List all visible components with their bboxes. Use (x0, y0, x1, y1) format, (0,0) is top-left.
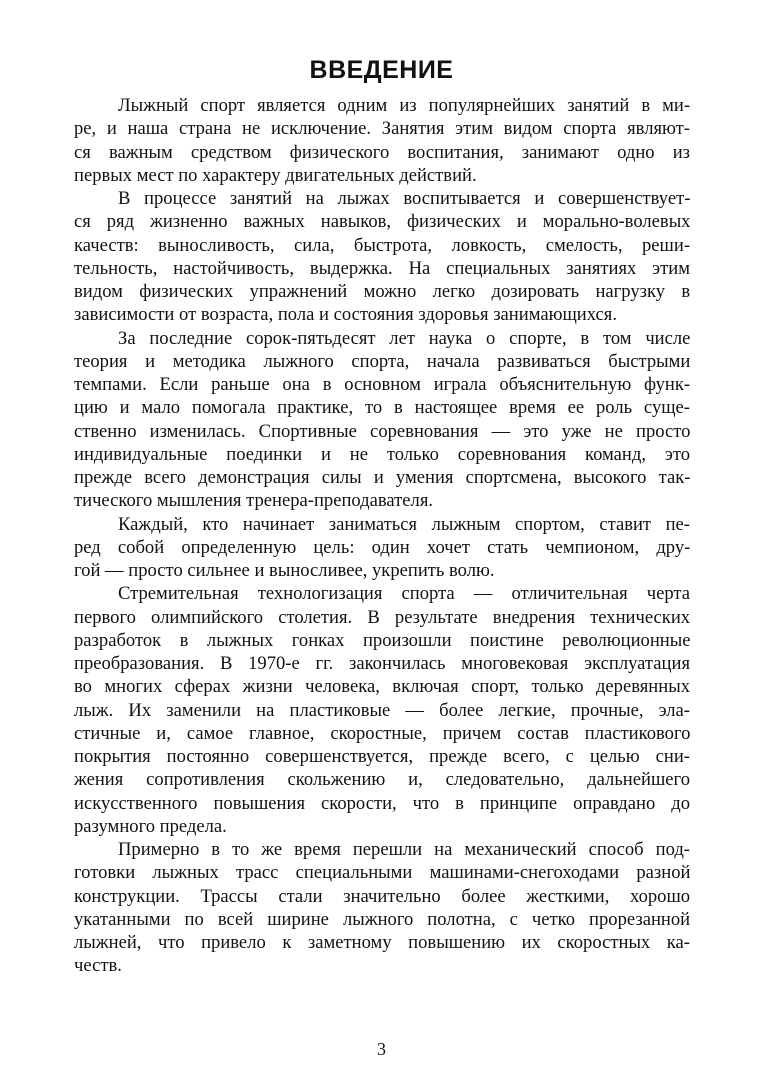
text-line: покрытия постоянно совершенствуется, прежде всего, с целью сни- (74, 746, 690, 767)
text-line: ред собой определенную цель: один хочет стать чемпионом, дру- (74, 536, 691, 558)
page-number: 3 (377, 1039, 386, 1059)
text-line: лыж. Их заменили на пластиковые — более легкие, прочные, эла- (74, 699, 690, 721)
paragraph (74, 94, 690, 187)
text-line: цию и мало помогала практике, то в настоящее время ее роль суще- (74, 397, 690, 419)
text-line: теория и методика лыжного спорта, начала развиваться быстрыми (74, 350, 691, 372)
text-line: разумного предела. (74, 815, 227, 837)
text-line: искусственного повышения скорости, что в принципе оправдано до (74, 792, 690, 814)
text-line: лыжней, что привело к заметному повышению их скоростных ка- (74, 932, 690, 953)
text-line: прежде всего демонстрация силы и умения спортсмена, высокого так- (74, 467, 691, 488)
chapter-title: ВВЕДЕНИЕ (309, 56, 454, 84)
text-line: тического мышления тренера-преподавателя. (74, 490, 434, 512)
text-line: ся важным средством физического воспитания, занимают одно из (74, 141, 690, 163)
text-line: преобразования. В 1970-е гг. закончилась многовековая эксплуатация (74, 653, 690, 674)
text-line: укатанными по всей ширине лыжного полотна, с четко прорезанной (74, 908, 691, 930)
text-line: Лыжный спорт является одним из популярнейших занятий в ми- (118, 95, 691, 116)
text-line: За последние сорок-пятьдесят лет наука о спорте, в том числе (118, 327, 691, 349)
body-text (74, 94, 690, 978)
text-line: качеств: выносливость, сила, быстрота, ловкость, смелость, реши- (74, 234, 691, 256)
text-line: разработок в лыжных гонках произошли поистине революционные (74, 629, 691, 651)
text-line: готовки лыжных трасс специальными машинами-снегоходами разной (74, 862, 691, 884)
text-line: индивидуальные поединки и не только соревнования команд, это (74, 443, 690, 465)
text-line: зависимости от возраста, пола и состояния здоровья занимающихся. (74, 304, 617, 326)
text-line: во многих сферах жизни человека, включая спорт, только деревянных (74, 676, 690, 698)
paragraph (74, 513, 690, 583)
text-line: первого олимпийского столетия. В результате внедрения технических (74, 606, 691, 628)
text-line: гой — просто сильнее и выносливее, укрепить волю. (74, 560, 495, 581)
paragraph (74, 187, 690, 327)
text-line: первых мест по характеру двигательных действий. (74, 164, 477, 186)
text-line: ся ряд жизненно важных навыков, физических и морально-волевых (74, 211, 691, 233)
text-line: тельность, настойчивость, выдержка. На специальных занятиях этим (74, 257, 690, 279)
paragraph (74, 327, 690, 513)
text-line: стичные и, самое главное, скоростные, причем состав пластикового (74, 722, 691, 744)
text-line: Каждый, кто начинает заниматься лыжным спортом, ставит пе- (118, 513, 690, 535)
text-line: конструкции. Трассы стали значительно более жесткими, хорошо (74, 885, 691, 907)
text-line: Стремительная технологизация спорта — отличительная черта (118, 583, 690, 605)
text-line: ственно изменилась. Спортивные соревнования — это уже не просто (74, 420, 691, 442)
text-line: Примерно в то же время перешли на механический способ под- (118, 839, 690, 860)
text-line: честв. (74, 955, 122, 977)
text-line: В процессе занятий на лыжах воспитывается и совершенствует- (118, 188, 691, 209)
text-line: темпами. Если раньше она в основном играла объяснительную функ- (74, 374, 691, 395)
text-line: видом физических упражнений можно легко дозировать нагрузку в (74, 281, 691, 302)
text-line: ре, и наша страна не исключение. Занятия этим видом спорта являют- (74, 118, 690, 140)
text-line: жения сопротивления скольжению и, следовательно, дальнейшего (74, 769, 690, 791)
paragraph (74, 582, 690, 838)
paragraph (74, 838, 690, 978)
